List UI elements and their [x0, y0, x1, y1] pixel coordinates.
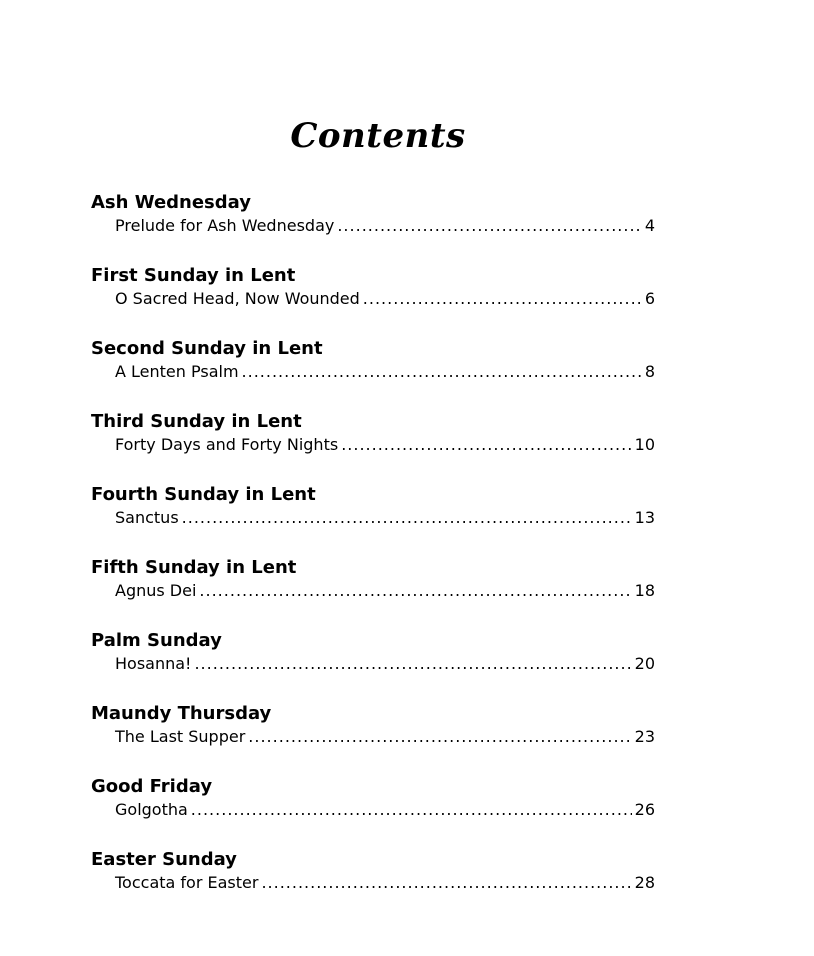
- toc-entry-title: A Lenten Psalm: [115, 362, 239, 381]
- toc-entry[interactable]: [115, 581, 655, 601]
- table-of-contents: [91, 192, 655, 922]
- toc-section-ash-wednesday: [91, 192, 655, 265]
- toc-page-number: 23: [634, 727, 655, 746]
- toc-entry-title: Agnus Dei: [115, 581, 197, 600]
- toc-entry-title: O Sacred Head, Now Wounded: [115, 289, 360, 308]
- toc-section-second-sunday-in-lent: [91, 338, 655, 411]
- toc-section-fifth-sunday-in-lent: [91, 557, 655, 630]
- dot-leader: [341, 435, 631, 455]
- toc-entry[interactable]: [115, 362, 655, 382]
- toc-entry-title: Toccata for Easter: [115, 873, 259, 892]
- toc-section-maundy-thursday: [91, 703, 655, 776]
- toc-entry[interactable]: [115, 216, 655, 236]
- dot-leader: [194, 654, 631, 674]
- toc-page-number: 18: [634, 581, 655, 600]
- toc-page-number: 6: [644, 289, 655, 308]
- toc-section-heading: Third Sunday in Lent: [91, 411, 302, 432]
- toc-section-heading: Good Friday: [91, 776, 213, 797]
- dot-leader: [182, 508, 632, 528]
- toc-entry-title: The Last Supper: [115, 727, 246, 746]
- dot-leader: [337, 216, 641, 236]
- dot-leader: [191, 800, 632, 820]
- toc-entry-title: Golgotha: [115, 800, 188, 819]
- dot-leader: [248, 727, 631, 747]
- toc-page-number: 20: [634, 654, 655, 673]
- toc-section-heading: Maundy Thursday: [91, 703, 272, 724]
- toc-entry[interactable]: [115, 873, 655, 893]
- toc-entry[interactable]: [115, 800, 655, 820]
- toc-page-number: 28: [634, 873, 655, 892]
- toc-entry-title: Hosanna!: [115, 654, 192, 673]
- dot-leader: [363, 289, 642, 309]
- toc-section-heading: Fourth Sunday in Lent: [91, 484, 316, 505]
- dot-leader: [199, 581, 631, 601]
- toc-section-heading: Second Sunday in Lent: [91, 338, 323, 359]
- dot-leader: [242, 362, 642, 382]
- toc-section-fourth-sunday-in-lent: [91, 484, 655, 557]
- toc-section-heading: Fifth Sunday in Lent: [91, 557, 297, 578]
- dot-leader: [261, 873, 631, 893]
- toc-section-palm-sunday: [91, 630, 655, 703]
- toc-page-number: 13: [634, 508, 655, 527]
- page-title: Contents: [290, 116, 466, 156]
- toc-section-heading: First Sunday in Lent: [91, 265, 296, 286]
- toc-section-easter-sunday: [91, 849, 655, 922]
- toc-page-number: 10: [634, 435, 655, 454]
- toc-page-number: 8: [644, 362, 655, 381]
- toc-section-heading: Palm Sunday: [91, 630, 222, 651]
- toc-section-third-sunday-in-lent: [91, 411, 655, 484]
- toc-section-heading: Ash Wednesday: [91, 192, 251, 213]
- toc-entry-title: Sanctus: [115, 508, 179, 527]
- toc-section-first-sunday-in-lent: [91, 265, 655, 338]
- toc-entry[interactable]: [115, 289, 655, 309]
- toc-entry[interactable]: [115, 654, 655, 674]
- toc-entry[interactable]: [115, 508, 655, 528]
- toc-section-heading: Easter Sunday: [91, 849, 237, 870]
- toc-entry-title: Forty Days and Forty Nights: [115, 435, 339, 454]
- toc-page-number: 26: [634, 800, 655, 819]
- toc-entry-title: Prelude for Ash Wednesday: [115, 216, 335, 235]
- toc-page-number: 4: [644, 216, 655, 235]
- toc-entry[interactable]: [115, 435, 655, 455]
- toc-section-good-friday: [91, 776, 655, 849]
- toc-entry[interactable]: [115, 727, 655, 747]
